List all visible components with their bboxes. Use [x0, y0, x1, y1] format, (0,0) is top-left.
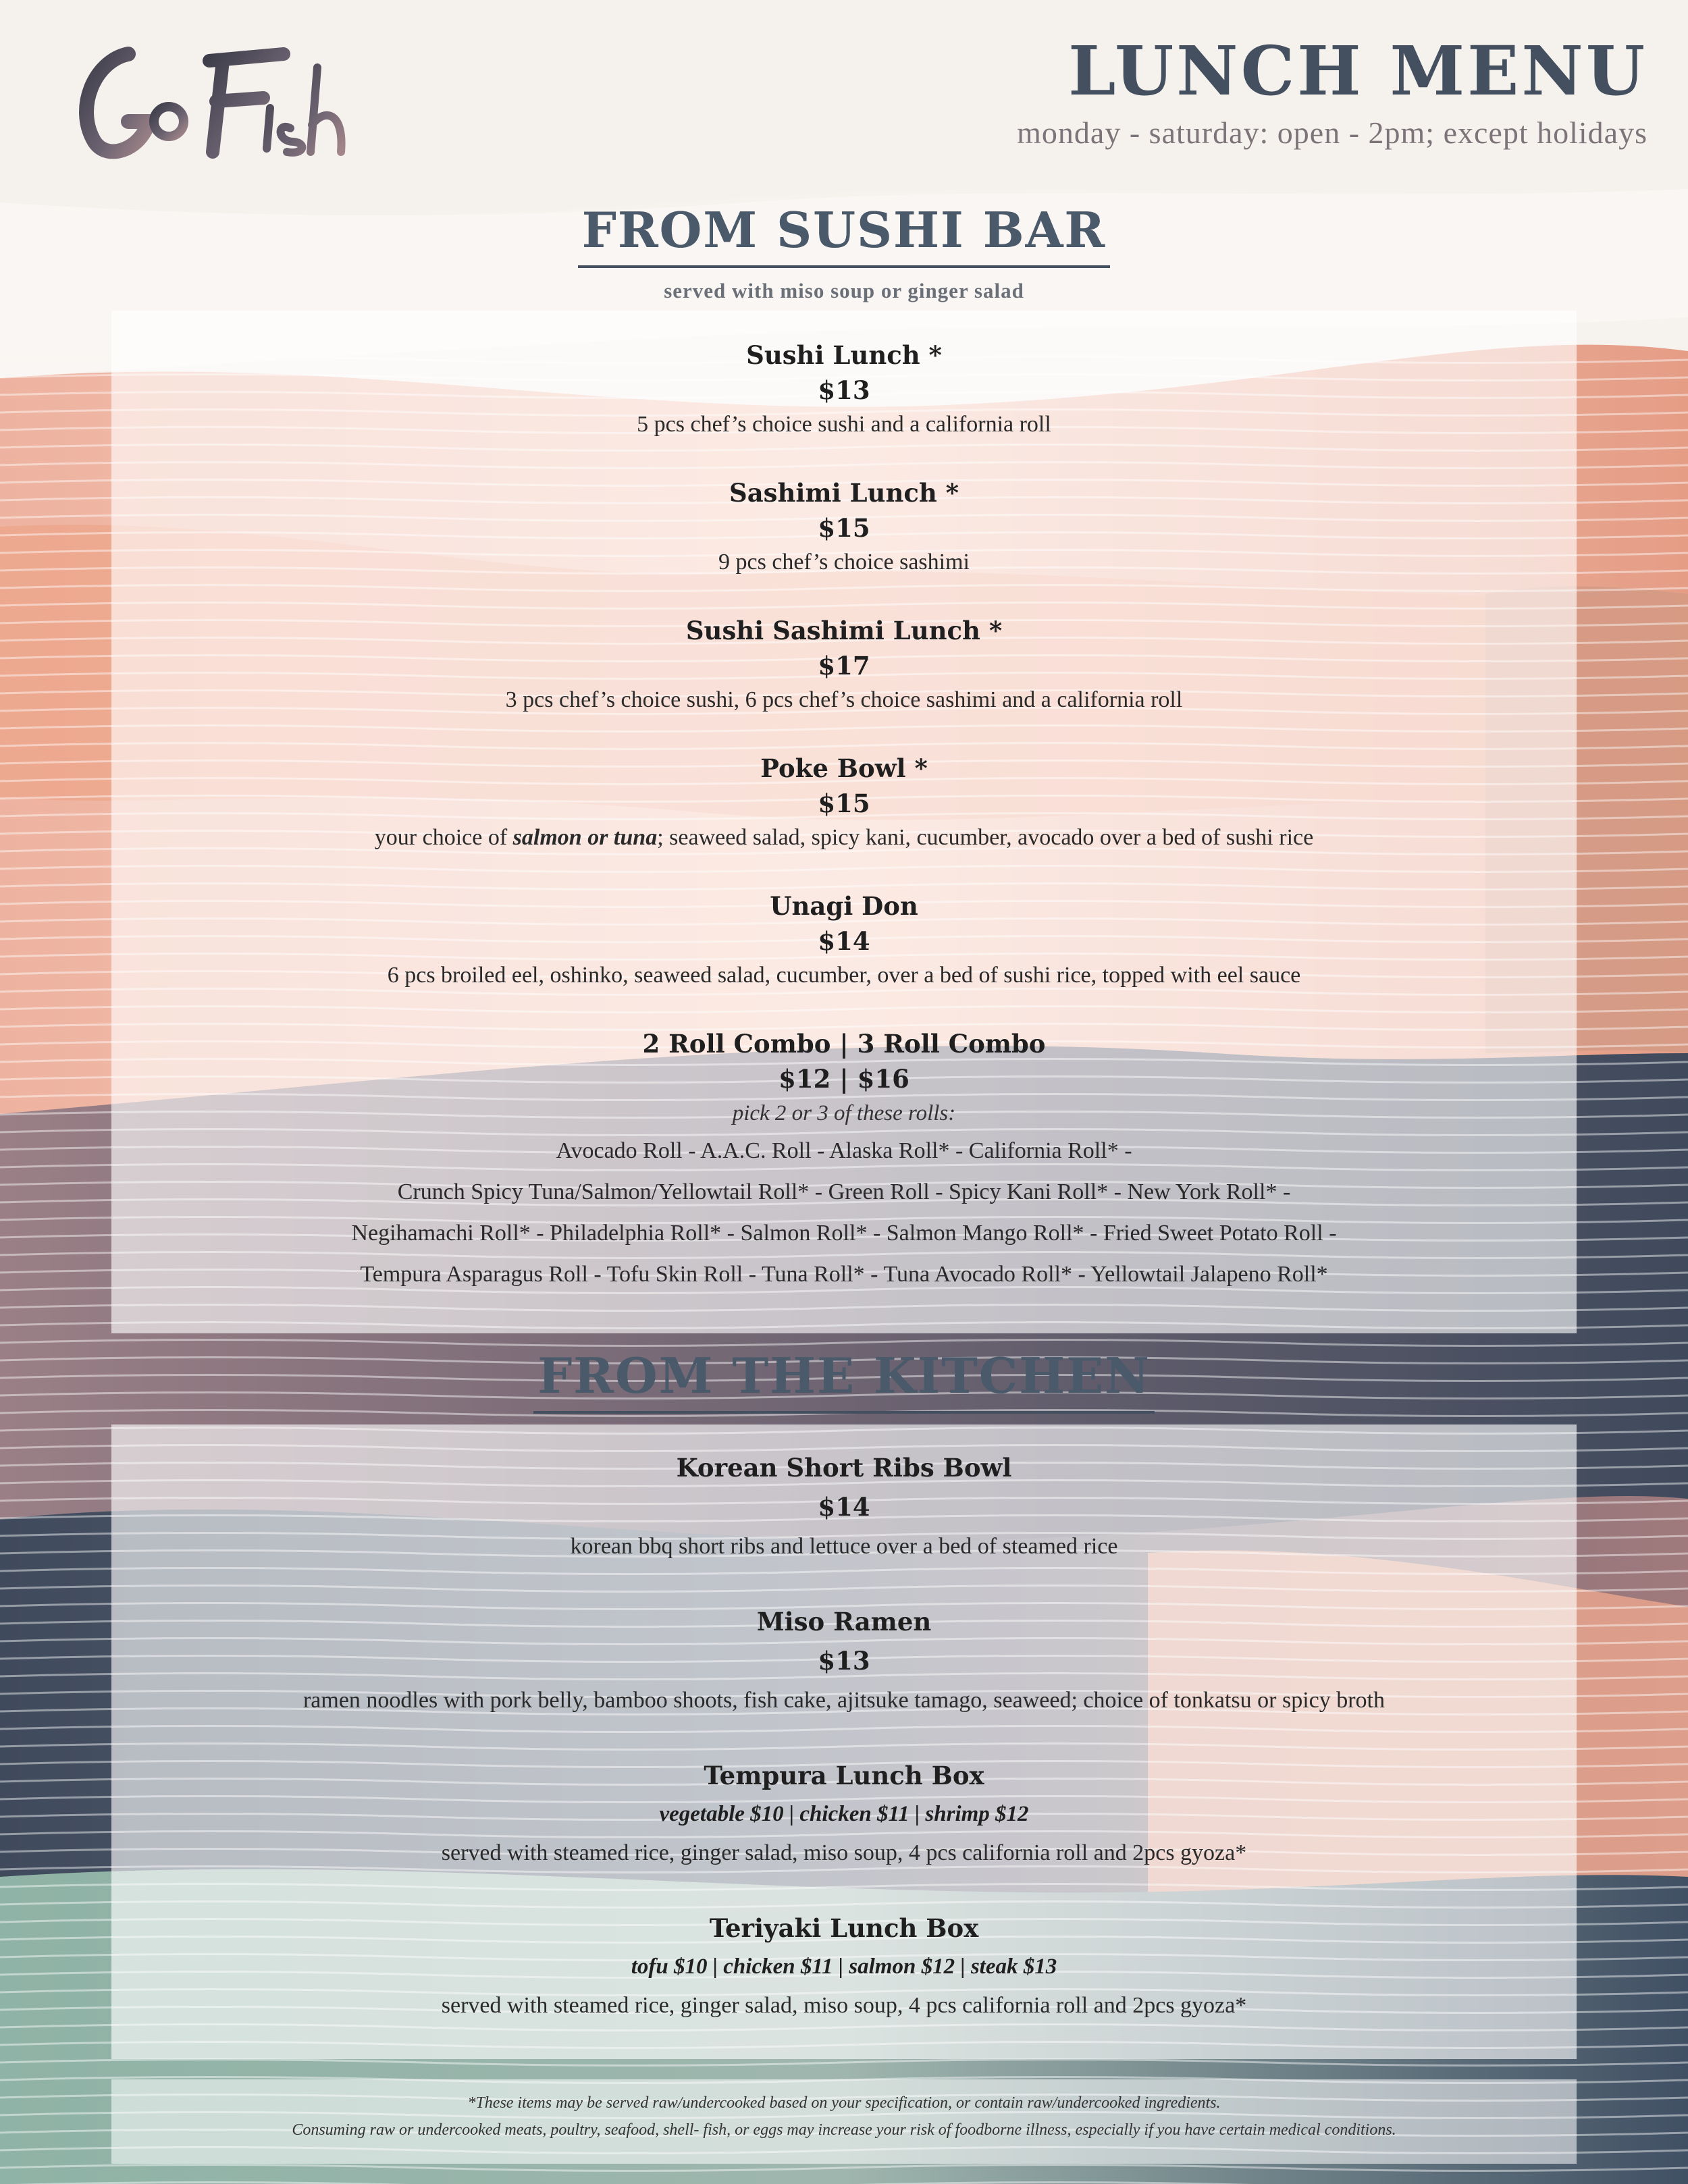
- item-name: Teriyaki Lunch Box: [709, 1913, 979, 1943]
- roll-list-line: Tempura Asparagus Roll - Tofu Skin Roll - Tuna Roll* - Tuna Avocado Roll* - Yellowtail Jalapeno Roll*: [360, 1262, 1328, 1287]
- item-description: served with steamed rice, ginger salad, miso soup, 4 pcs california roll and 2pcs gyoza*: [441, 1993, 1247, 2018]
- sushi-bar-title: FROM SUSHI BAR: [578, 201, 1111, 268]
- opening-hours: monday - saturday: open - 2pm; except holidays: [1017, 115, 1647, 150]
- menu-item: [0, 1026, 1688, 1295]
- item-description: ramen noodles with pork belly, bamboo shoots, fish cake, ajitsuke tamago, seaweed; choice of tonkatsu or spicy broth: [302, 1688, 1386, 1713]
- roll-list-line: Avocado Roll - A.A.C. Roll - Alaska Roll* - California Roll* -: [556, 1138, 1132, 1163]
- item-price: $14: [818, 1492, 870, 1522]
- item-price: $15: [818, 513, 870, 543]
- kitchen-heading: [0, 1347, 1688, 1414]
- menu-item: [0, 475, 1688, 579]
- item-price-options: vegetable $10 | chicken $11 | shrimp $12: [659, 1802, 1029, 1826]
- item-description-emphasis: salmon or tuna: [512, 825, 658, 850]
- item-name: Sashimi Lunch *: [729, 478, 959, 508]
- menu-item: [0, 1756, 1688, 1873]
- menu-item: [0, 888, 1688, 992]
- menu-header: [1017, 31, 1647, 151]
- item-description: served with steamed rice, ginger salad, miso soup, 4 pcs california roll and 2pcs gyoza*: [441, 1840, 1247, 1865]
- menu-item: [0, 1602, 1688, 1721]
- item-description: 6 pcs broiled eel, oshinko, seaweed salad, cucumber, over a bed of sushi rice, topped with eel sauce: [387, 963, 1301, 988]
- kitchen-title: FROM THE KITCHEN: [533, 1347, 1155, 1414]
- item-price: $13: [818, 1646, 870, 1676]
- item-price: $17: [818, 651, 870, 681]
- menu-item: [0, 751, 1688, 855]
- item-description: [0, 821, 1688, 855]
- sushi-bar-heading: [0, 201, 1688, 303]
- sushi-bar-subtitle: served with miso soup or ginger salad: [664, 279, 1024, 302]
- kitchen-items: [0, 1448, 1688, 2061]
- raw-food-disclaimer: [111, 2089, 1577, 2143]
- menu-item: [0, 613, 1688, 717]
- item-note: pick 2 or 3 of these rolls:: [732, 1101, 956, 1125]
- gofish-logo: [68, 27, 365, 162]
- item-name: Korean Short Ribs Bowl: [676, 1453, 1012, 1483]
- item-price: $15: [818, 789, 870, 818]
- menu-item: [0, 338, 1688, 442]
- item-price: $12 | $16: [779, 1064, 909, 1094]
- menu-title: LUNCH MENU: [1068, 31, 1647, 111]
- item-name: Sushi Lunch *: [746, 340, 942, 370]
- roll-list-line: Negihamachi Roll* - Philadelphia Roll* - Salmon Roll* - Salmon Mango Roll* - Fried Sweet Potato Roll -: [351, 1221, 1337, 1246]
- item-price: $14: [818, 926, 870, 956]
- menu-item: [0, 1909, 1688, 2026]
- item-description-end: ; seaweed salad, spicy kani, cucumber, avocado over a bed of sushi rice: [657, 825, 1314, 850]
- item-description-start: your choice of: [374, 825, 513, 850]
- item-name: Sushi Sashimi Lunch *: [685, 616, 1003, 645]
- item-name: Miso Ramen: [756, 1607, 932, 1636]
- item-name: 2 Roll Combo | 3 Roll Combo: [642, 1029, 1046, 1059]
- menu-item: [0, 1448, 1688, 1567]
- sushi-bar-items: [0, 338, 1688, 1329]
- item-description: 3 pcs chef’s choice sushi, 6 pcs chef’s choice sashimi and a california roll: [505, 687, 1183, 712]
- item-name: Tempura Lunch Box: [704, 1761, 984, 1790]
- roll-list-line: Crunch Spicy Tuna/Salmon/Yellowtail Roll* - Green Roll - Spicy Kani Roll* - New York Roll* -: [397, 1179, 1291, 1204]
- item-description: 9 pcs chef’s choice sashimi: [718, 550, 970, 575]
- item-price: $13: [818, 375, 870, 405]
- disclaimer-line: *These items may be served raw/undercooked based on your specification, or contain raw/undercooked ingredients.: [467, 2094, 1221, 2112]
- item-price-options: tofu $10 | chicken $11 | salmon $12 | steak $13: [631, 1954, 1057, 1979]
- item-name: Unagi Don: [770, 891, 918, 921]
- item-name: Poke Bowl *: [760, 753, 928, 783]
- item-description: korean bbq short ribs and lettuce over a bed of steamed rice: [570, 1534, 1118, 1559]
- item-description: 5 pcs chef’s choice sushi and a california roll: [637, 412, 1051, 437]
- disclaimer-line: Consuming raw or undercooked meats, poultry, seafood, shell- fish, or eggs may increase your risk of foodborne illness, especially if you have certain medical conditions.: [292, 2121, 1396, 2139]
